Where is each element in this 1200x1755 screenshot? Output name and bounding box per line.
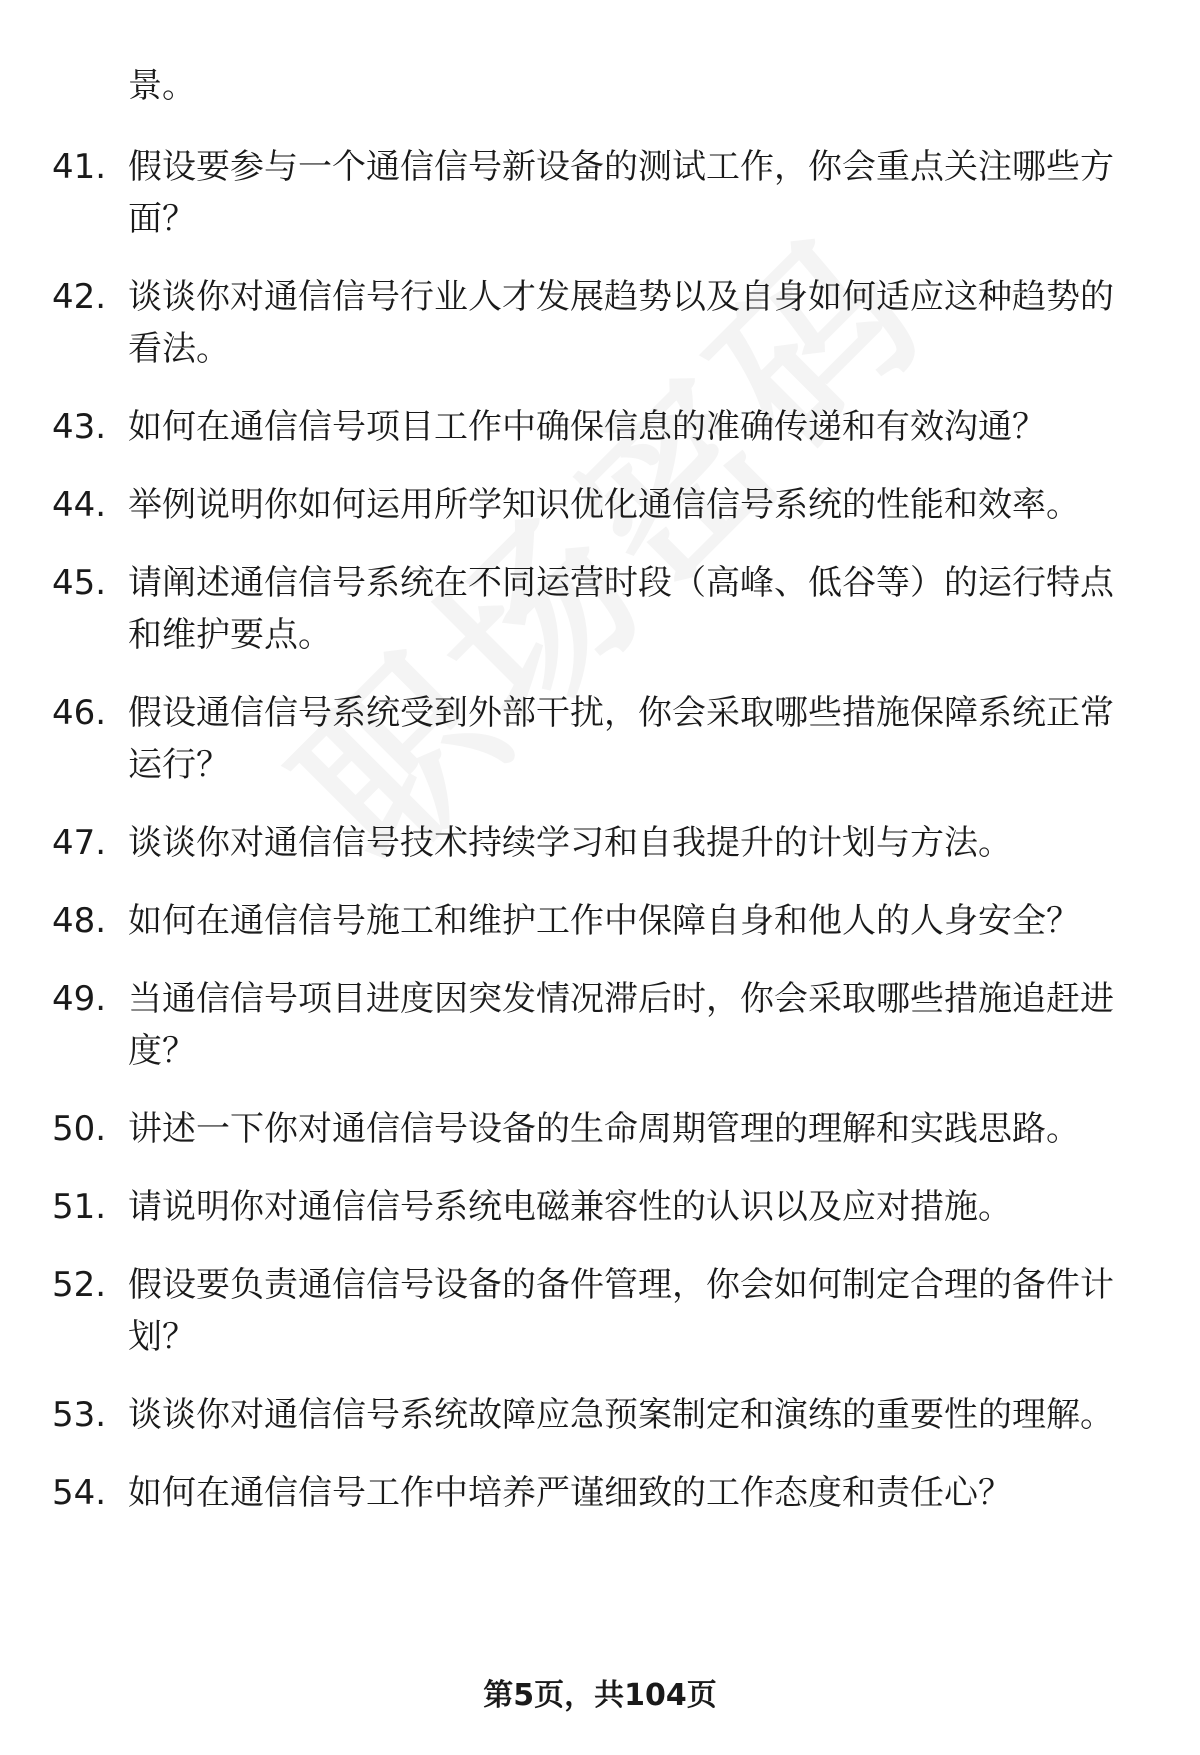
question-number: 51. bbox=[52, 1187, 107, 1227]
question-list bbox=[0, 141, 1200, 1545]
question-text: 谈谈你对通信信号系统故障应急预案制定和演练的重要性的理解。 bbox=[128, 1395, 1114, 1435]
question-number: 42. bbox=[52, 277, 107, 317]
question-text: 谈谈你对通信信号行业人才发展趋势以及自身如何适应这种趋势的看法。 bbox=[128, 277, 1114, 369]
question-text: 当通信信号项目进度因突发情况滞后时，你会采取哪些措施追赶进度？ bbox=[128, 979, 1114, 1071]
question-item bbox=[0, 687, 1200, 791]
question-text: 请阐述通信信号系统在不同运营时段（高峰、低谷等）的运行特点和维护要点。 bbox=[128, 563, 1114, 655]
question-item bbox=[0, 973, 1200, 1077]
question-number: 41. bbox=[52, 147, 107, 187]
question-item bbox=[0, 1181, 1200, 1233]
question-number: 46. bbox=[52, 693, 107, 733]
question-item bbox=[0, 1259, 1200, 1363]
question-number: 43. bbox=[52, 407, 107, 447]
question-text: 举例说明你如何运用所学知识优化通信信号系统的性能和效率。 bbox=[128, 485, 1080, 525]
question-text: 假设通信信号系统受到外部干扰，你会采取哪些措施保障系统正常运行？ bbox=[128, 693, 1114, 785]
question-text: 请说明你对通信信号系统电磁兼容性的认识以及应对措施。 bbox=[128, 1187, 1012, 1227]
question-number: 44. bbox=[52, 485, 107, 525]
question-number: 49. bbox=[52, 979, 107, 1019]
question-number: 50. bbox=[52, 1109, 107, 1149]
question-item bbox=[0, 1103, 1200, 1155]
question-text: 如何在通信信号施工和维护工作中保障自身和他人的人身安全？ bbox=[128, 901, 1080, 941]
question-number: 53. bbox=[52, 1395, 107, 1435]
question-text: 讲述一下你对通信信号设备的生命周期管理的理解和实践思路。 bbox=[128, 1109, 1080, 1149]
question-item bbox=[0, 1467, 1200, 1519]
question-number: 54. bbox=[52, 1473, 107, 1513]
question-number: 47. bbox=[52, 823, 107, 863]
question-number: 45. bbox=[52, 563, 107, 603]
question-number: 52. bbox=[52, 1265, 107, 1305]
question-text: 如何在通信信号项目工作中确保信息的准确传递和有效沟通？ bbox=[128, 407, 1046, 447]
question-text: 假设要参与一个通信信号新设备的测试工作，你会重点关注哪些方面？ bbox=[128, 147, 1114, 239]
page-footer: 第5页，共104页 bbox=[483, 1678, 717, 1713]
question-number: 48. bbox=[52, 901, 107, 941]
question-item bbox=[0, 401, 1200, 453]
continued-text: 景。 bbox=[128, 66, 196, 106]
question-text: 假设要负责通信信号设备的备件管理，你会如何制定合理的备件计划？ bbox=[128, 1265, 1114, 1357]
question-text: 如何在通信信号工作中培养严谨细致的工作态度和责任心？ bbox=[128, 1473, 1012, 1513]
question-item bbox=[0, 895, 1200, 947]
question-text: 谈谈你对通信信号技术持续学习和自我提升的计划与方法。 bbox=[128, 823, 1012, 863]
question-item bbox=[0, 141, 1200, 245]
question-item bbox=[0, 479, 1200, 531]
question-item bbox=[0, 817, 1200, 869]
question-item bbox=[0, 557, 1200, 661]
question-item bbox=[0, 271, 1200, 375]
question-item bbox=[0, 1389, 1200, 1441]
